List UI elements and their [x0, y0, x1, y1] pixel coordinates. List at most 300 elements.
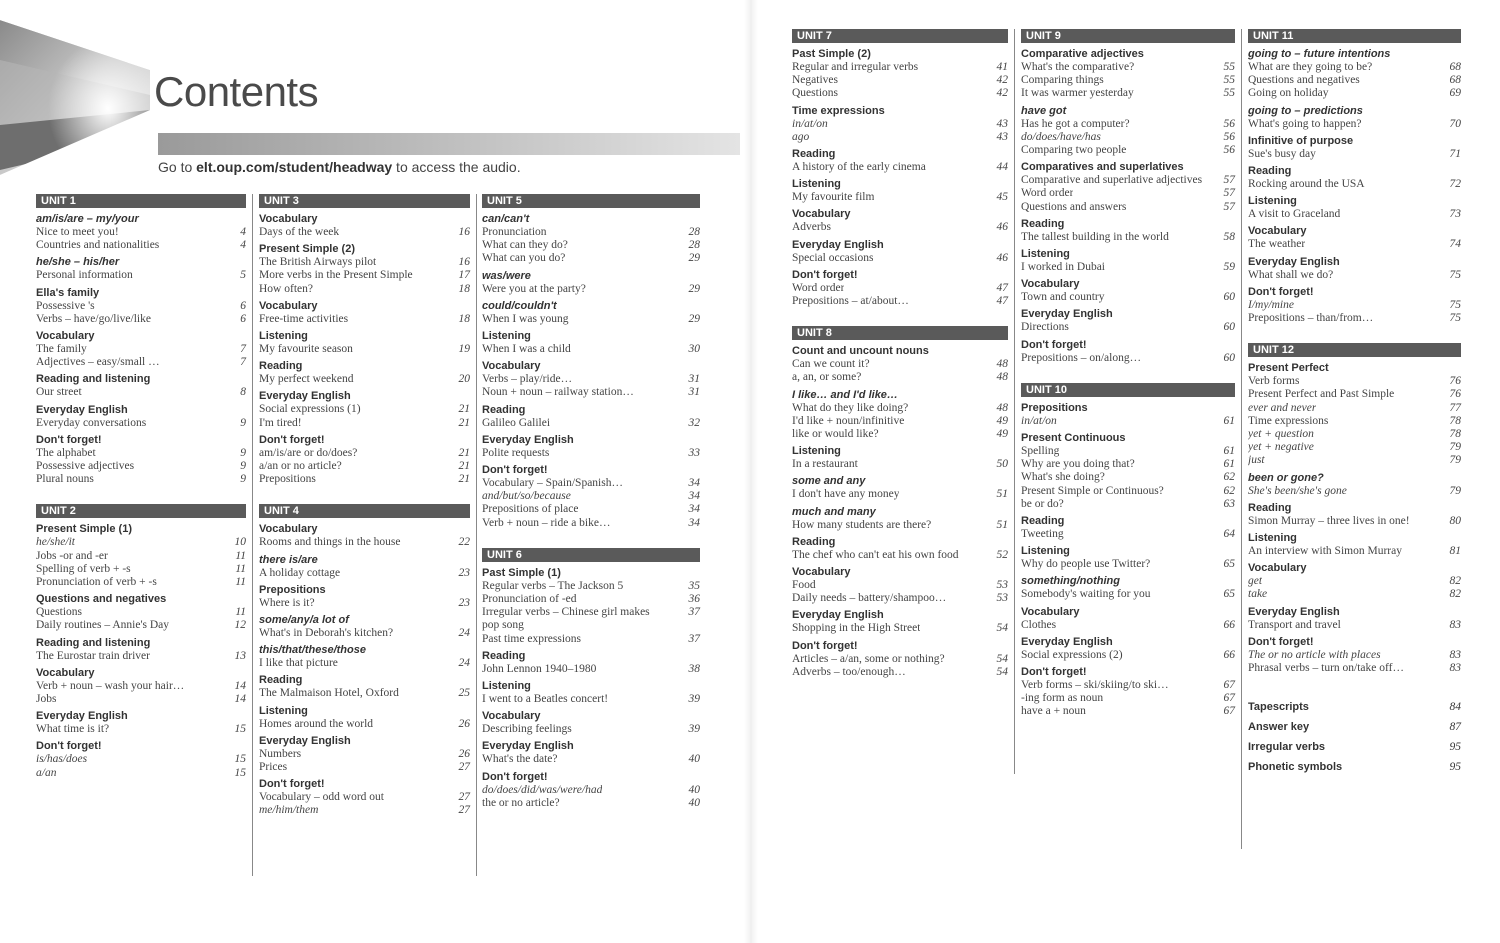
toc-entry[interactable] — [482, 417, 700, 430]
toc-entry[interactable] — [259, 460, 470, 473]
toc-entry[interactable] — [482, 503, 700, 516]
entry-title: Irregular verbs – Chinese girl makes — [482, 606, 650, 619]
section-block — [259, 583, 470, 610]
toc-entry[interactable] — [36, 680, 246, 693]
page-number: 95 — [1449, 761, 1461, 774]
toc-entry[interactable] — [482, 386, 700, 399]
toc-entry[interactable] — [1248, 575, 1461, 588]
toc-entry[interactable] — [36, 550, 246, 563]
page-number: 51 — [996, 488, 1008, 501]
toc-entry[interactable] — [1021, 87, 1235, 100]
toc-entry[interactable] — [259, 597, 470, 610]
toc-entry[interactable] — [1248, 428, 1461, 441]
section-block — [36, 522, 246, 589]
page-number: 59 — [1223, 261, 1235, 274]
section-block — [482, 433, 700, 460]
toc-entry[interactable] — [482, 283, 700, 296]
entry-title: is/has/does — [36, 753, 88, 766]
toc-entry[interactable] — [1021, 74, 1235, 87]
page-number: 52 — [996, 548, 1008, 561]
section-block — [482, 739, 700, 766]
section-heading: Comparative adjectives — [1021, 48, 1144, 60]
section-heading: Everyday English — [792, 238, 884, 251]
entry-title: Verb forms — [1248, 375, 1300, 388]
page-number: 43 — [996, 130, 1008, 143]
section-heading: Don't forget! — [259, 778, 325, 791]
page-number: 63 — [1223, 497, 1235, 510]
entry-title: Adverbs — [792, 221, 831, 234]
toc-entry[interactable] — [792, 428, 1008, 441]
page-number: 7 — [240, 343, 246, 356]
entry-title: Comparing things — [1021, 74, 1104, 87]
page-number: 18 — [458, 312, 470, 325]
page-number: 48 — [996, 401, 1008, 414]
section-heading: Time expressions — [792, 104, 885, 117]
entry-title: Comparative and superlative adjectives — [1021, 174, 1203, 187]
toc-entry[interactable] — [482, 343, 700, 356]
toc-entry[interactable] — [792, 519, 1008, 532]
toc-entry[interactable] — [1021, 485, 1235, 498]
toc-entry[interactable] — [482, 490, 700, 503]
section-heading: some and any — [792, 475, 866, 488]
toc-entry[interactable] — [482, 373, 700, 386]
toc-entry[interactable] — [482, 477, 700, 490]
toc-entry[interactable] — [1021, 588, 1235, 601]
section-block — [1021, 514, 1235, 541]
toc-entry[interactable] — [1248, 485, 1461, 498]
toc-entry[interactable] — [36, 356, 246, 369]
section-block — [1248, 255, 1461, 282]
page-number: 23 — [458, 566, 470, 579]
entry-title: What's in Deborah's kitchen? — [259, 627, 394, 640]
toc-entry[interactable] — [1248, 515, 1461, 528]
toc-entry[interactable] — [1021, 321, 1235, 334]
toc-entry[interactable] — [1248, 441, 1461, 454]
page-number: 20 — [458, 373, 470, 386]
page-number: 50 — [996, 458, 1008, 471]
toc-entry[interactable] — [259, 761, 470, 774]
toc-entry[interactable] — [792, 579, 1008, 592]
entry-title: Prepositions – than/from… — [1248, 312, 1374, 325]
section-heading: Don't forget! — [1248, 635, 1314, 648]
section-heading: Listening — [482, 330, 531, 343]
page-number: 31 — [688, 373, 700, 386]
page-number: 55 — [1223, 87, 1235, 100]
toc-entry[interactable] — [1248, 619, 1461, 632]
toc-entry[interactable] — [1021, 187, 1235, 200]
toc-entry[interactable] — [36, 693, 246, 706]
entry-title: Tapescripts — [1248, 701, 1309, 714]
toc-entry[interactable] — [259, 748, 470, 761]
section-block — [1248, 47, 1461, 101]
toc-entry[interactable] — [259, 417, 470, 430]
toc-entry[interactable] — [1248, 299, 1461, 312]
toc-entry[interactable] — [259, 403, 470, 416]
back-matter-entry[interactable] — [1248, 717, 1461, 737]
section-heading: Reading — [259, 674, 303, 687]
page-number: 81 — [1449, 545, 1461, 558]
entry-title: Phrasal verbs – turn on/take off… — [1248, 662, 1404, 675]
page-number: 79 — [1449, 441, 1461, 454]
toc-entry[interactable] — [36, 447, 246, 460]
unit-heading: UNIT 3 — [259, 194, 470, 208]
toc-entry[interactable] — [1021, 291, 1235, 304]
page-number: 84 — [1449, 701, 1461, 714]
section-block — [482, 709, 700, 736]
toc-entry[interactable] — [1248, 148, 1461, 161]
toc-entry[interactable] — [792, 592, 1008, 605]
toc-entry[interactable] — [36, 473, 246, 486]
toc-entry[interactable] — [36, 536, 246, 549]
page-number: 75 — [1449, 298, 1461, 311]
toc-entry[interactable] — [482, 797, 700, 810]
toc-entry[interactable] — [36, 723, 246, 736]
toc-entry[interactable] — [36, 606, 246, 619]
section-heading: Vocabulary — [482, 710, 541, 723]
toc-entry[interactable] — [1021, 705, 1235, 718]
entry-title: Verbs – have/go/live/like — [36, 312, 151, 325]
entry-title: Jobs — [36, 693, 57, 706]
toc-entry[interactable] — [1248, 375, 1461, 388]
toc-entry[interactable] — [1248, 388, 1461, 401]
section-block — [1021, 217, 1235, 244]
page-number: 95 — [1449, 741, 1461, 754]
toc-entry[interactable] — [259, 567, 470, 580]
toc-entry[interactable] — [482, 252, 700, 265]
toc-entry[interactable] — [259, 791, 470, 804]
toc-entry[interactable] — [482, 517, 700, 530]
toc-entry[interactable] — [1248, 208, 1461, 221]
back-matter-entry[interactable] — [1248, 737, 1461, 757]
page-number: 7 — [240, 356, 246, 369]
entry-title: The chef who can't eat his own food — [792, 548, 959, 561]
page-number: 22 — [458, 536, 470, 549]
toc-entry[interactable] — [259, 313, 470, 326]
entry-title: Prepositions – on/along… — [1021, 351, 1142, 364]
toc-entry[interactable] — [792, 653, 1008, 666]
toc-entry[interactable] — [259, 657, 470, 670]
toc-entry[interactable] — [259, 256, 470, 269]
back-matter-entry[interactable] — [1248, 697, 1461, 717]
page-number: 46 — [996, 251, 1008, 264]
page-number: 11 — [235, 576, 246, 589]
toc-entry[interactable] — [1248, 312, 1461, 325]
toc-entry[interactable] — [482, 226, 700, 239]
section-heading: Reading and listening — [36, 373, 151, 386]
section-heading: he/she – his/her — [36, 256, 120, 269]
page-number: 42 — [996, 74, 1008, 87]
toc-entry[interactable] — [36, 386, 246, 399]
toc-entry[interactable] — [259, 804, 470, 817]
sky-photo — [0, 0, 150, 175]
toc-entry[interactable] — [1248, 61, 1461, 74]
page-number: 21 — [458, 460, 470, 473]
toc-entry[interactable] — [1021, 261, 1235, 274]
section-block — [792, 268, 1008, 308]
section-heading: Everyday English — [36, 710, 128, 723]
page-number: 65 — [1223, 588, 1235, 601]
contents-column-6 — [1248, 29, 1461, 777]
toc-entry[interactable] — [792, 61, 1008, 74]
toc-entry[interactable] — [36, 343, 246, 356]
entry-title: Noun + noun – railway station… — [482, 386, 634, 399]
page-number: 78 — [1449, 414, 1461, 427]
toc-entry[interactable] — [792, 622, 1008, 635]
audio-instruction — [158, 159, 521, 175]
section-heading: Listening — [792, 445, 841, 458]
section-heading: going to – future intentions — [1248, 48, 1391, 60]
toc-entry[interactable] — [1248, 662, 1461, 675]
toc-entry[interactable] — [1021, 649, 1235, 662]
entry-title: The tallest building in the world — [1021, 230, 1169, 243]
entry-title: What do they like doing? — [792, 401, 909, 414]
entry-title: I went to a Beatles concert! — [482, 693, 609, 706]
section-block — [1021, 277, 1235, 304]
toc-entry[interactable] — [36, 269, 246, 282]
entry-title: Days of the week — [259, 226, 340, 238]
toc-entry[interactable] — [1248, 87, 1461, 100]
page-number: 56 — [1223, 117, 1235, 130]
toc-entry[interactable] — [1248, 415, 1461, 428]
entry-title: and/but/so/because — [482, 490, 571, 503]
toc-entry[interactable] — [1021, 231, 1235, 244]
toc-entry[interactable] — [1248, 269, 1461, 282]
contents-column-2 — [259, 194, 470, 836]
toc-entry[interactable] — [259, 687, 470, 700]
toc-entry[interactable] — [482, 633, 700, 646]
section-heading: Vocabulary — [1248, 225, 1307, 238]
toc-entry[interactable] — [792, 415, 1008, 428]
toc-entry[interactable] — [792, 402, 1008, 415]
section-heading: Prepositions — [1021, 401, 1088, 414]
toc-entry[interactable] — [482, 580, 700, 593]
toc-entry[interactable] — [36, 753, 246, 766]
entry-title: Spelling — [1021, 445, 1060, 458]
page-number: 61 — [1223, 458, 1235, 471]
entry-title: I worked in Dubai — [1021, 261, 1105, 274]
toc-entry[interactable] — [36, 417, 246, 430]
toc-entry[interactable] — [259, 447, 470, 460]
entry-title: Verb forms – ski/skiing/to ski… — [1021, 679, 1169, 692]
section-block — [1021, 574, 1235, 601]
page-number: 79 — [1449, 454, 1461, 467]
entry-title: be or do? — [1021, 497, 1064, 510]
page-number: 40 — [688, 796, 700, 809]
page-number: 9 — [240, 416, 246, 429]
toc-entry[interactable] — [482, 693, 700, 706]
toc-entry[interactable] — [259, 226, 470, 239]
page-number: 39 — [688, 693, 700, 706]
section-heading: was/were — [482, 269, 531, 282]
toc-entry[interactable] — [792, 191, 1008, 204]
toc-entry[interactable] — [36, 226, 246, 239]
toc-entry[interactable] — [36, 767, 246, 780]
toc-entry[interactable] — [792, 87, 1008, 100]
page-number: 4 — [240, 239, 246, 252]
toc-entry[interactable] — [1248, 238, 1461, 251]
toc-entry[interactable] — [792, 488, 1008, 501]
section-block — [792, 565, 1008, 605]
toc-entry[interactable] — [1021, 619, 1235, 632]
toc-entry[interactable] — [259, 718, 470, 731]
toc-entry[interactable] — [259, 283, 470, 296]
toc-entry[interactable] — [1021, 498, 1235, 511]
toc-entry[interactable] — [1248, 649, 1461, 662]
toc-entry[interactable] — [36, 313, 246, 326]
entry-title: Adverbs – too/enough… — [792, 665, 906, 678]
toc-entry[interactable] — [1248, 402, 1461, 415]
toc-entry[interactable] — [36, 563, 246, 576]
toc-entry[interactable] — [259, 343, 470, 356]
section-block — [792, 344, 1008, 384]
entry-title: Nice to meet you! — [36, 226, 119, 238]
toc-entry[interactable] — [792, 295, 1008, 308]
page-number: 74 — [1449, 238, 1461, 251]
toc-entry[interactable] — [259, 373, 470, 386]
toc-entry[interactable] — [36, 300, 246, 313]
entry-title: Special occasions — [792, 251, 874, 264]
entry-title: just — [1248, 454, 1265, 467]
toc-entry[interactable] — [792, 252, 1008, 265]
section-heading: Everyday English — [1248, 255, 1340, 268]
toc-entry[interactable] — [259, 473, 470, 486]
toc-entry[interactable] — [1021, 445, 1235, 458]
section-block — [1248, 285, 1461, 325]
audio-link[interactable]: elt.oup.com/student/headway — [196, 159, 393, 175]
section-heading: Past Simple (2) — [792, 48, 871, 60]
toc-entry[interactable] — [792, 131, 1008, 144]
toc-entry[interactable] — [1021, 679, 1235, 692]
section-block — [1248, 561, 1461, 601]
toc-entry[interactable] — [1021, 118, 1235, 131]
toc-entry[interactable] — [792, 549, 1008, 562]
entry-title: Free-time activities — [259, 312, 349, 325]
toc-entry[interactable] — [792, 371, 1008, 384]
section-block — [1021, 635, 1235, 662]
column-divider — [1241, 29, 1242, 849]
toc-entry[interactable] — [1021, 174, 1235, 187]
toc-entry[interactable] — [1021, 692, 1235, 705]
toc-entry[interactable] — [482, 606, 700, 619]
toc-entry[interactable] — [792, 118, 1008, 131]
section-block — [1021, 401, 1235, 428]
page-number: 26 — [458, 717, 470, 730]
toc-entry[interactable] — [36, 239, 246, 252]
section-block — [259, 359, 470, 386]
section-heading: Everyday English — [259, 390, 351, 403]
entry-title: The family — [36, 343, 87, 356]
toc-entry[interactable] — [482, 723, 700, 736]
toc-entry[interactable] — [36, 619, 246, 632]
unit-block — [36, 504, 246, 779]
section-block — [1021, 338, 1235, 365]
toc-entry[interactable] — [482, 239, 700, 252]
toc-entry[interactable] — [1021, 528, 1235, 541]
page-number: 34 — [688, 503, 700, 516]
toc-entry[interactable] — [259, 536, 470, 549]
toc-entry[interactable] — [36, 576, 246, 589]
section-block — [36, 709, 246, 736]
column-divider — [252, 194, 253, 876]
toc-entry[interactable] — [36, 460, 246, 473]
toc-entry[interactable] — [1021, 144, 1235, 157]
toc-entry[interactable] — [792, 282, 1008, 295]
toc-entry[interactable] — [1021, 131, 1235, 144]
toc-entry[interactable] — [1021, 458, 1235, 471]
toc-entry[interactable] — [1021, 415, 1235, 428]
unit-block — [482, 548, 700, 810]
toc-entry[interactable] — [792, 358, 1008, 371]
toc-entry[interactable] — [792, 458, 1008, 471]
toc-entry[interactable] — [1248, 545, 1461, 558]
toc-entry[interactable] — [482, 663, 700, 676]
unit-heading: UNIT 2 — [36, 504, 246, 518]
page-number: 14 — [234, 679, 246, 692]
entry-title: What's the date? — [482, 753, 558, 766]
section-block — [36, 739, 246, 779]
section-heading: Vocabulary — [792, 208, 851, 221]
section-heading: Don't forget! — [792, 639, 858, 652]
toc-entry[interactable] — [1021, 352, 1235, 365]
back-matter-list — [1248, 697, 1461, 777]
entry-title: take — [1248, 588, 1268, 601]
toc-entry[interactable] — [482, 447, 700, 460]
page-number: 70 — [1449, 117, 1461, 130]
toc-entry[interactable] — [1248, 74, 1461, 87]
toc-entry[interactable] — [36, 650, 246, 663]
page-number: 11 — [235, 606, 246, 619]
unit-block — [1021, 383, 1235, 719]
toc-entry[interactable] — [1248, 118, 1461, 131]
toc-entry[interactable] — [482, 619, 700, 632]
section-block — [259, 673, 470, 700]
toc-entry[interactable] — [482, 753, 700, 766]
toc-entry[interactable] — [1248, 454, 1461, 467]
section-block — [482, 359, 700, 399]
page-number: 34 — [688, 490, 700, 503]
section-block — [36, 212, 246, 252]
toc-entry[interactable] — [792, 221, 1008, 234]
page-number: 45 — [996, 191, 1008, 204]
entry-title: Can we count it? — [792, 358, 870, 371]
section-heading: Listening — [792, 178, 841, 191]
toc-entry[interactable] — [1248, 588, 1461, 601]
page-number: 56 — [1223, 144, 1235, 157]
toc-entry[interactable] — [482, 784, 700, 797]
back-matter-entry[interactable] — [1248, 757, 1461, 777]
toc-entry[interactable] — [1021, 201, 1235, 214]
toc-entry[interactable] — [482, 593, 700, 606]
entry-title: Going on holiday — [1248, 87, 1329, 100]
toc-entry[interactable] — [792, 74, 1008, 87]
toc-entry[interactable] — [1248, 178, 1461, 191]
section-block — [36, 636, 246, 663]
toc-entry[interactable] — [259, 269, 470, 282]
page-number: 21 — [458, 416, 470, 429]
toc-entry[interactable] — [1021, 558, 1235, 571]
toc-entry[interactable] — [482, 313, 700, 326]
entry-title: Daily routines – Annie's Day — [36, 619, 170, 632]
toc-entry[interactable] — [792, 666, 1008, 679]
toc-entry[interactable] — [259, 627, 470, 640]
entry-title: Sue's busy day — [1248, 147, 1316, 160]
toc-entry[interactable] — [792, 161, 1008, 174]
page-number: 82 — [1449, 588, 1461, 601]
toc-entry[interactable] — [1021, 61, 1235, 74]
entry-title: pop song — [482, 619, 524, 632]
toc-entry[interactable] — [1021, 471, 1235, 484]
section-block — [36, 592, 246, 632]
